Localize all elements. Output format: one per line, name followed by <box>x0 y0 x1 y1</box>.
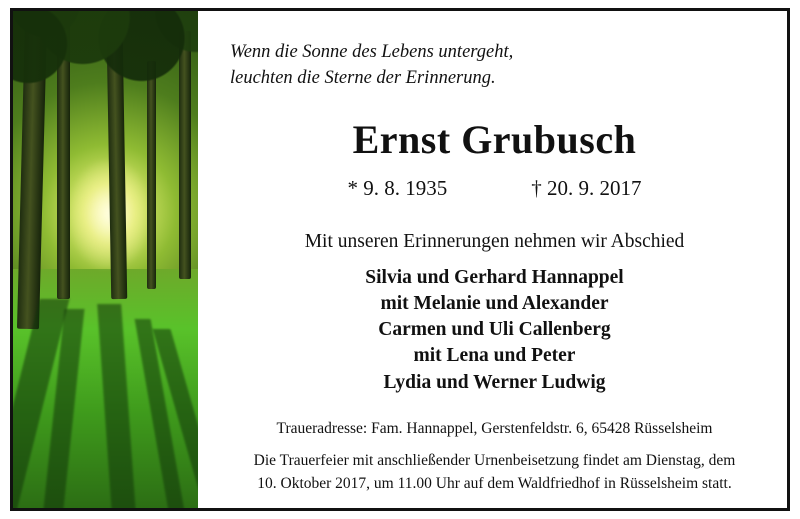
ceremony-details <box>228 449 761 496</box>
deceased-name: Ernst Grubusch <box>352 116 637 162</box>
mourner-line: mit Melanie und Alexander <box>380 292 609 314</box>
mourners-list <box>228 265 761 397</box>
mourning-address: Traueradresse: Fam. Hannappel, Gerstenfeldstr. 6, 65428 Rüsselsheim <box>276 420 713 438</box>
ceremony-line-1: Die Trauerfeier mit anschließender Urnenbeisetzung findet am Dienstag, dem <box>253 451 736 469</box>
ceremony-line-2: 10. Oktober 2017, um 11.00 Uhr auf dem Waldfriedhof in Rüsselsheim statt. <box>257 474 732 492</box>
farewell-text: Mit unseren Erinnerungen nehmen wir Abschied <box>304 230 685 252</box>
verse-line-2: leuchten die Sterne der Erinnerung. <box>230 68 496 89</box>
verse-line-1: Wenn die Sonne des Lebens untergeht, <box>230 42 514 62</box>
birth-date: * 9. 8. 1935 <box>347 175 448 200</box>
death-date: † 20. 9. 2017 <box>531 175 642 200</box>
mourner-line: mit Lena und Peter <box>413 345 576 367</box>
mourner-line: Silvia und Gerhard Hannappel <box>365 266 624 288</box>
mourner-line: Lydia und Werner Ludwig <box>383 371 606 393</box>
obituary-notice <box>10 8 790 511</box>
obituary-text-panel <box>198 11 787 508</box>
forest-sunrise-photo <box>13 11 198 508</box>
verse <box>230 39 761 92</box>
life-dates <box>228 176 761 201</box>
tree-canopy <box>13 11 198 149</box>
mourner-line: Carmen und Uli Callenberg <box>378 319 611 341</box>
